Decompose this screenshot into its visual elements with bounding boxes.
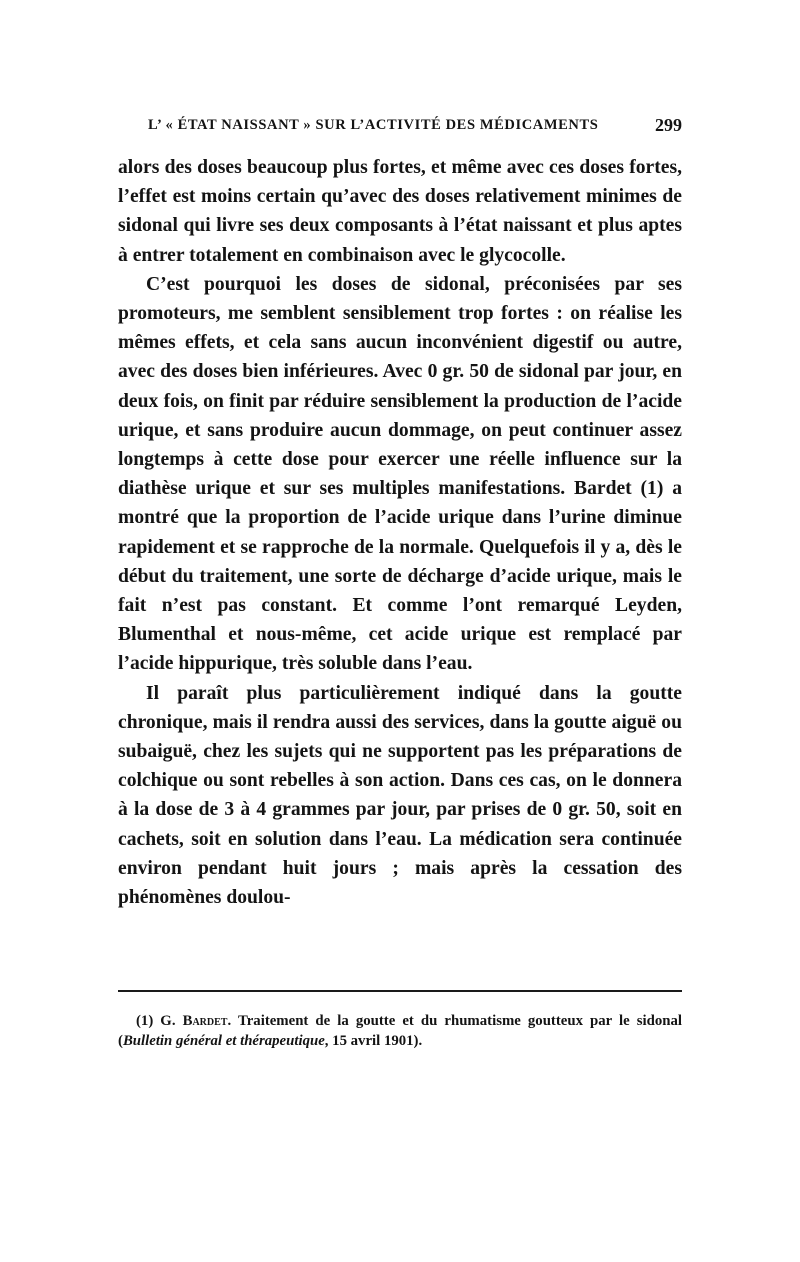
footnote-marker: (1) G. [136, 1013, 176, 1029]
paragraph-indications: Il paraît plus particulièrement indiqué dans la goutte chronique, mais il rendra aussi des services, dans la goutte aiguë ou subaiguë, chez les sujets qui ne supportent pas les préparations de colchique ou sont rebelles à son action. Dans ces cas, on le donnera à la dose de 3 à 4 grammes par jour, par prises de 0 gr. 50, soit en cachets, soit en solution dans l’eau. La médication sera continuée environ pendant huit jours ; mais après la cessation des phénomènes doulou- [118, 682, 682, 909]
footnote-author: Bardet. [182, 1013, 232, 1029]
footnote-text-after: , 15 avril 1901). [324, 1033, 423, 1049]
footnote-rule [118, 990, 682, 992]
running-title: L’ « ÉTAT NAISSANT » SUR L’ACTIVITÉ DES MÉDICAMENTS [148, 117, 599, 133]
footnote [118, 1011, 682, 1051]
footnote-text-before: Traitement de la goutte et du rhumatisme goutteux par le sidonal ( [118, 1013, 682, 1049]
paragraph-continuation: alors des doses beaucoup plus fortes, et même avec ces doses fortes, l’effet est moins certain qu’avec des doses relativement minimes de sidonal qui livre ses deux composants à l’état naissant et plus aptes à entrer totalement en combinaison avec le glycocolle. [118, 157, 682, 266]
page-number: 299 [655, 115, 682, 135]
running-head [148, 117, 682, 139]
body-text [118, 153, 682, 912]
footnote-journal: Bulletin général et thérapeutique [122, 1033, 325, 1049]
paragraph-sidonal-doses: C’est pourquoi les doses de sidonal, préconisées par ses promoteurs, me semblent sensiblement trop fortes : on réalise les mêmes effets, et cela sans aucun inconvénient digestif ou autre, avec des doses bien inférieures. Avec 0 gr. 50 de sidonal par jour, en deux fois, on finit par réduire sensiblement la production de l’acide urique, et sans produire aucun dommage, on peut continuer assez longtemps à cette dose pour exercer une réelle influence sur la diathèse urique et sur ses multiples manifestations. Bardet (1) a montré que la proportion de l’acide urique dans l’urine diminue rapidement et se rapproche de la normale. Quelquefois il y a, dès le début du traitement, une sorte de décharge d’acide urique, mais le fait n’est pas constant. Et comme l’ont remarqué Leyden, Blumenthal et nous-même, cet acide urique est remplacé par l’acide hippurique, très soluble dans l’eau. [118, 273, 682, 675]
